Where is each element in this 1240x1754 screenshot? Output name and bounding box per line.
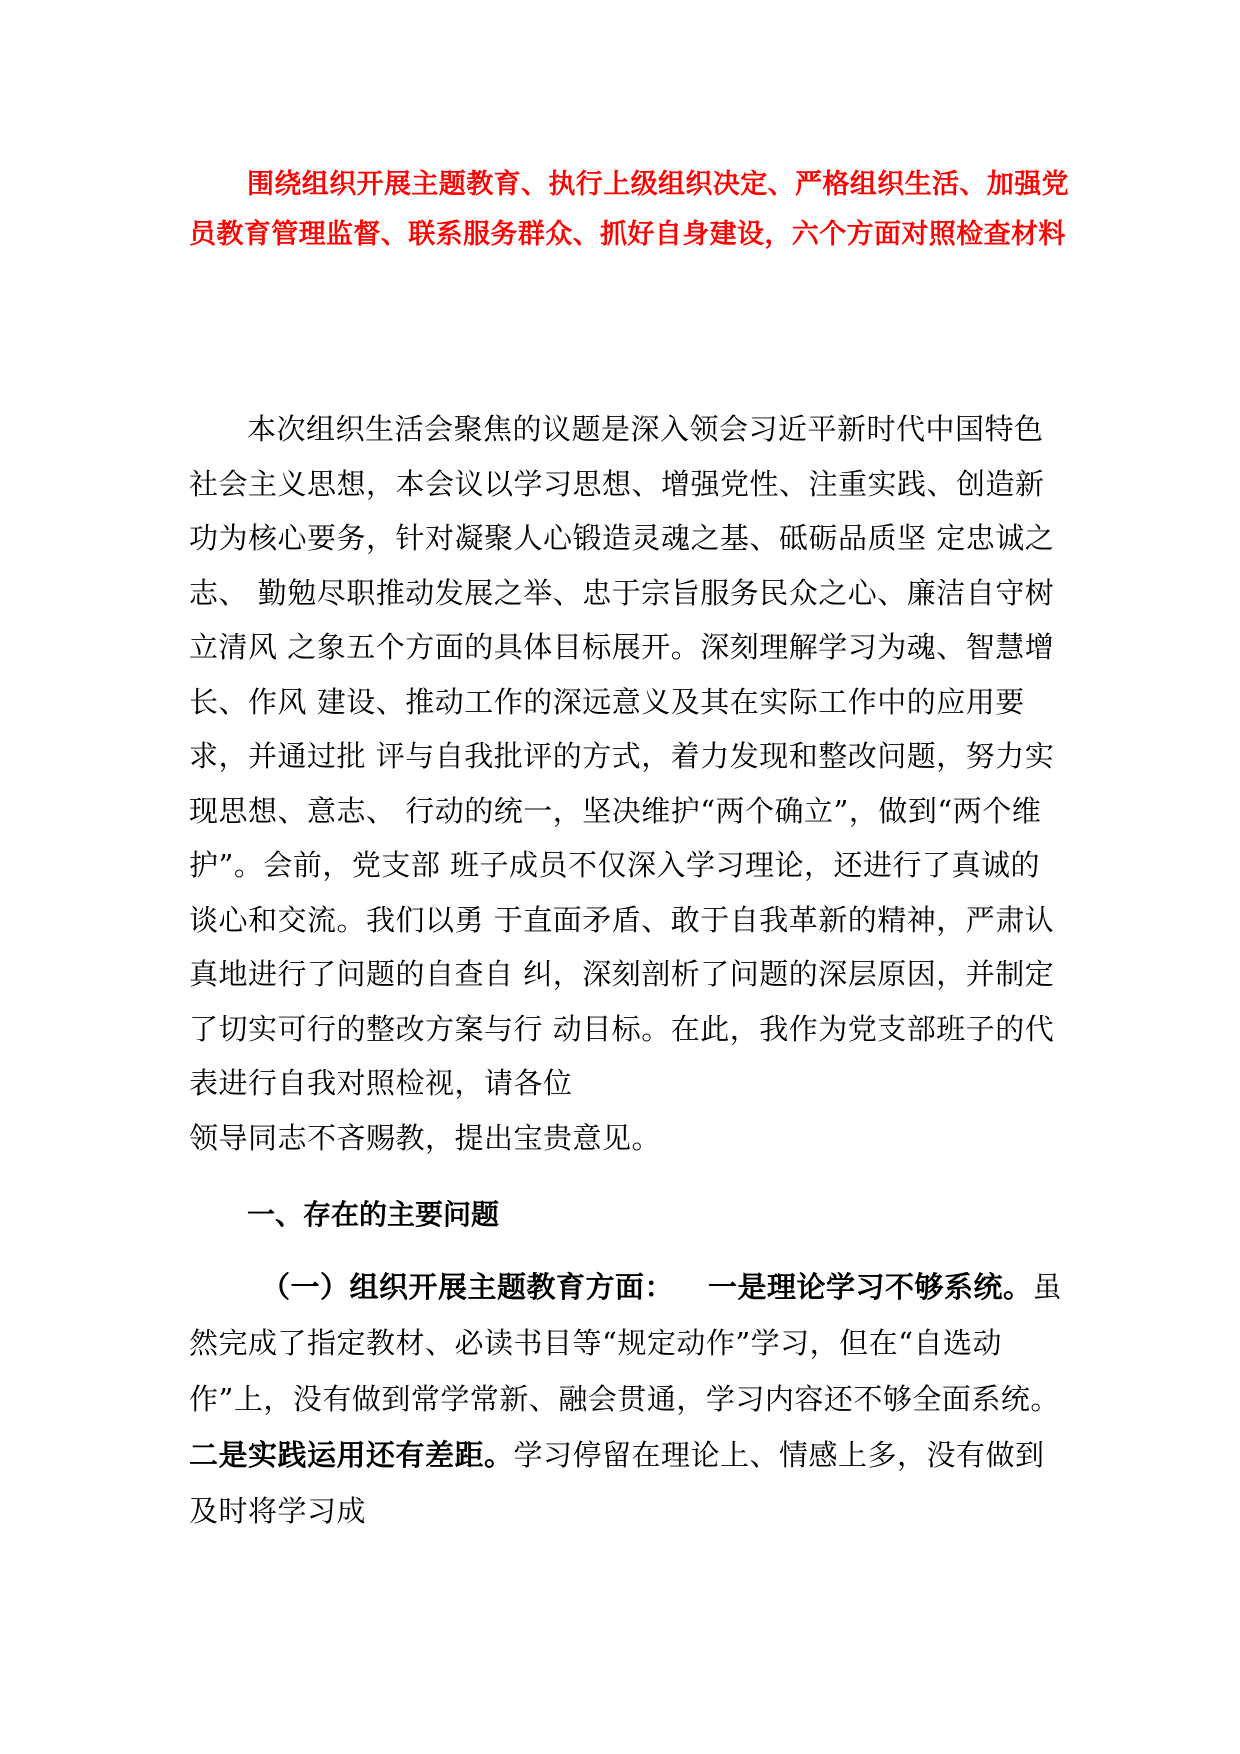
point2-title: 二是实践运用还有差距。 xyxy=(189,1438,514,1472)
document-title: 围绕组织开展主题教育、执行上级组织决定、严格组织生活、加强党员教育管理监督、联系服务群众、抓好自身建设，六个方面对照检查材料 xyxy=(189,169,1069,250)
point1-title: 一是理论学习不够系统。 xyxy=(708,1270,1033,1304)
point2-text: 学习停留在理论上、情感上多，没有做到及时将学习成 xyxy=(189,1438,1045,1528)
intro-paragraph xyxy=(189,402,1069,1165)
subsection-paragraph xyxy=(189,1259,1069,1539)
point1-text: 虽然完成了指定教材、必读书目等“规定动作”学习，但在“自选动作”上，没有做到常学常新、融会贯通，学习内容还不够全面系统。 xyxy=(189,1270,1063,1416)
intro-paragraph-tail: 领导同志不吝赐教，提出宝贵意见。 xyxy=(189,1120,662,1155)
subsection-label: （一）组织开展主题教育方面： xyxy=(261,1270,675,1304)
intro-paragraph-text: 本次组织生活会聚焦的议题是深入领会习近平新时代中国特色社会主义思想，本会议以学习思想、增强党性、注重实践、创造新功为核心要务，针对凝聚人心锻造灵魂之基、砥砺品质坚 定忠诚之志、 勤勉尽职推动发展之举、忠于宗旨服务民众之心、廉洁自守树立清风 之象五个方面的具体目标展开。深刻理解学习为魂、智慧增长、作风 建设、推动工作的深远意义及其在实际工作中的应用要求，并通过批 评与自我批评的方式，着力发现和整改问题，努力实现思想、意志、 行动的统一，坚决维护“两个确立”，做到“两个维护”。会前，党支部 班子成员不仅深入学习理论，还进行了真诚的谈心和交流。我们以勇 于直面矛盾、敢于自我革新的精神，严肃认真地进行了问题的自查自 纠，深刻剖析了问题的深层原因，并制定了切实可行的整改方案与行 动目标。在此，我作为党支部班子的代表进行自我对照检视，请各位 xyxy=(189,412,1055,1100)
section-heading: 一、存在的主要问题 xyxy=(247,1198,500,1231)
